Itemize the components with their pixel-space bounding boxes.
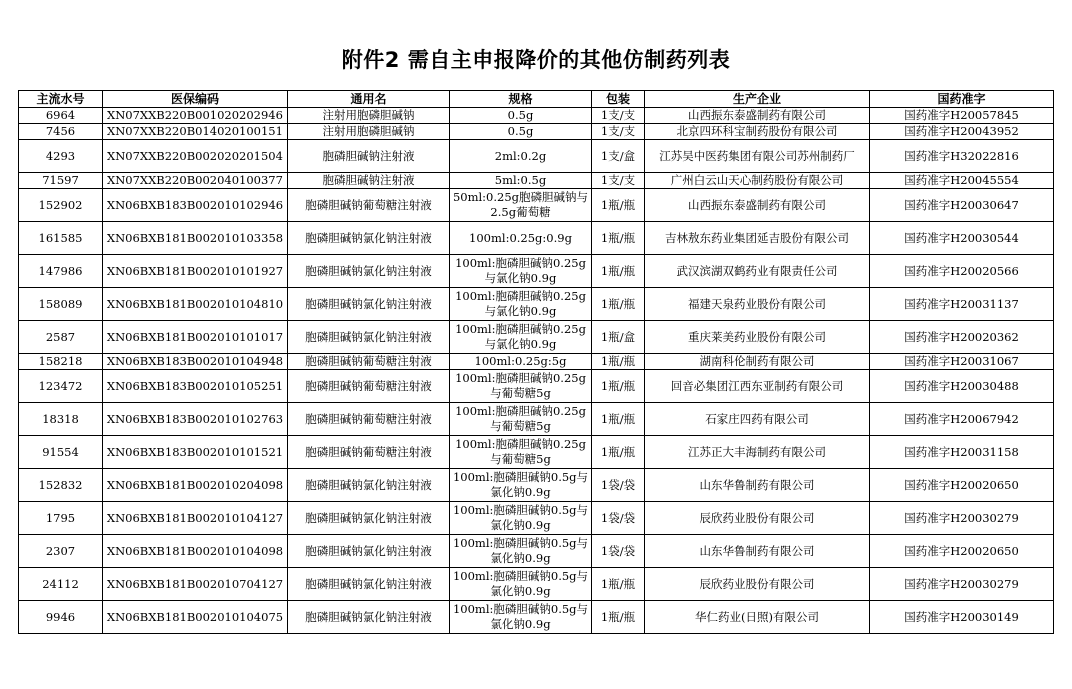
table-row bbox=[19, 502, 1054, 535]
cell-company: 华仁药业(日照)有限公司 bbox=[645, 601, 870, 634]
column-header: 医保编码 bbox=[103, 91, 288, 108]
cell-company: 石家庄四药有限公司 bbox=[645, 403, 870, 436]
cell-company: 山东华鲁制药有限公司 bbox=[645, 469, 870, 502]
table-row bbox=[19, 222, 1054, 255]
cell-name: 注射用胞磷胆碱钠 bbox=[288, 108, 450, 124]
cell-code: XN06BXB183B002010105251 bbox=[103, 370, 288, 403]
cell-approval: 国药准字H20043952 bbox=[870, 124, 1054, 140]
cell-name: 胞磷胆碱钠葡萄糖注射液 bbox=[288, 370, 450, 403]
cell-id: 158089 bbox=[19, 288, 103, 321]
cell-spec: 100ml:胞磷胆碱钠0.25g与葡萄糖5g bbox=[450, 436, 592, 469]
cell-approval: 国药准字H20030279 bbox=[870, 568, 1054, 601]
cell-approval: 国药准字H20045554 bbox=[870, 173, 1054, 189]
cell-code: XN06BXB181B002010104127 bbox=[103, 502, 288, 535]
cell-company: 重庆莱美药业股份有限公司 bbox=[645, 321, 870, 354]
table-row bbox=[19, 321, 1054, 354]
cell-name: 胞磷胆碱钠氯化钠注射液 bbox=[288, 502, 450, 535]
cell-spec: 100ml:0.25g:0.9g bbox=[450, 222, 592, 255]
cell-id: 24112 bbox=[19, 568, 103, 601]
cell-spec: 100ml:胞磷胆碱钠0.5g与氯化钠0.9g bbox=[450, 502, 592, 535]
cell-pack: 1袋/袋 bbox=[592, 469, 645, 502]
column-header: 规格 bbox=[450, 91, 592, 108]
cell-id: 2587 bbox=[19, 321, 103, 354]
cell-code: XN07XXB220B002020201504 bbox=[103, 140, 288, 173]
drug-table bbox=[18, 90, 1054, 634]
cell-name: 胞磷胆碱钠葡萄糖注射液 bbox=[288, 354, 450, 370]
cell-company: 回音必集团江西东亚制药有限公司 bbox=[645, 370, 870, 403]
header-row bbox=[19, 91, 1054, 108]
cell-id: 7456 bbox=[19, 124, 103, 140]
cell-spec: 100ml:胞磷胆碱钠0.25g与氯化钠0.9g bbox=[450, 255, 592, 288]
cell-name: 胞磷胆碱钠氯化钠注射液 bbox=[288, 535, 450, 568]
cell-spec: 100ml:胞磷胆碱钠0.25g与葡萄糖5g bbox=[450, 403, 592, 436]
table-row bbox=[19, 370, 1054, 403]
cell-name: 胞磷胆碱钠葡萄糖注射液 bbox=[288, 403, 450, 436]
cell-pack: 1瓶/瓶 bbox=[592, 354, 645, 370]
cell-approval: 国药准字H20067942 bbox=[870, 403, 1054, 436]
table-row bbox=[19, 568, 1054, 601]
cell-code: XN06BXB181B002010104075 bbox=[103, 601, 288, 634]
table-row bbox=[19, 403, 1054, 436]
cell-code: XN06BXB181B002010101927 bbox=[103, 255, 288, 288]
cell-pack: 1瓶/瓶 bbox=[592, 255, 645, 288]
cell-approval: 国药准字H20030647 bbox=[870, 189, 1054, 222]
cell-pack: 1支/支 bbox=[592, 108, 645, 124]
cell-approval: 国药准字H20030488 bbox=[870, 370, 1054, 403]
cell-company: 辰欣药业股份有限公司 bbox=[645, 502, 870, 535]
cell-code: XN06BXB181B002010704127 bbox=[103, 568, 288, 601]
cell-pack: 1瓶/盒 bbox=[592, 321, 645, 354]
cell-code: XN06BXB183B002010104948 bbox=[103, 354, 288, 370]
cell-spec: 0.5g bbox=[450, 124, 592, 140]
cell-id: 1795 bbox=[19, 502, 103, 535]
cell-name: 胞磷胆碱钠氯化钠注射液 bbox=[288, 568, 450, 601]
column-header: 生产企业 bbox=[645, 91, 870, 108]
cell-pack: 1支/支 bbox=[592, 173, 645, 189]
cell-company: 武汉滨湖双鹤药业有限责任公司 bbox=[645, 255, 870, 288]
cell-approval: 国药准字H20020362 bbox=[870, 321, 1054, 354]
cell-approval: 国药准字H20020566 bbox=[870, 255, 1054, 288]
cell-pack: 1瓶/瓶 bbox=[592, 222, 645, 255]
cell-name: 胞磷胆碱钠氯化钠注射液 bbox=[288, 255, 450, 288]
cell-code: XN06BXB181B002010204098 bbox=[103, 469, 288, 502]
cell-company: 山西振东泰盛制药有限公司 bbox=[645, 108, 870, 124]
cell-spec: 2ml:0.2g bbox=[450, 140, 592, 173]
cell-name: 注射用胞磷胆碱钠 bbox=[288, 124, 450, 140]
cell-pack: 1瓶/瓶 bbox=[592, 370, 645, 403]
table-row bbox=[19, 189, 1054, 222]
cell-id: 158218 bbox=[19, 354, 103, 370]
cell-id: 147986 bbox=[19, 255, 103, 288]
cell-approval: 国药准字H20020650 bbox=[870, 469, 1054, 502]
cell-name: 胞磷胆碱钠氯化钠注射液 bbox=[288, 288, 450, 321]
cell-code: XN06BXB183B002010102763 bbox=[103, 403, 288, 436]
table-row bbox=[19, 255, 1054, 288]
cell-code: XN07XXB220B001020202946 bbox=[103, 108, 288, 124]
cell-pack: 1瓶/瓶 bbox=[592, 568, 645, 601]
cell-code: XN07XXB220B002040100377 bbox=[103, 173, 288, 189]
cell-company: 福建天泉药业股份有限公司 bbox=[645, 288, 870, 321]
column-header: 主流水号 bbox=[19, 91, 103, 108]
cell-spec: 100ml:胞磷胆碱钠0.5g与氯化钠0.9g bbox=[450, 469, 592, 502]
cell-spec: 5ml:0.5g bbox=[450, 173, 592, 189]
cell-company: 北京四环科宝制药股份有限公司 bbox=[645, 124, 870, 140]
cell-approval: 国药准字H20030279 bbox=[870, 502, 1054, 535]
table-row bbox=[19, 140, 1054, 173]
cell-approval: 国药准字H32022816 bbox=[870, 140, 1054, 173]
cell-company: 山东华鲁制药有限公司 bbox=[645, 535, 870, 568]
table-row bbox=[19, 535, 1054, 568]
cell-id: 6964 bbox=[19, 108, 103, 124]
cell-approval: 国药准字H20031137 bbox=[870, 288, 1054, 321]
cell-name: 胞磷胆碱钠氯化钠注射液 bbox=[288, 321, 450, 354]
cell-pack: 1瓶/瓶 bbox=[592, 601, 645, 634]
cell-name: 胞磷胆碱钠葡萄糖注射液 bbox=[288, 436, 450, 469]
cell-company: 吉林敖东药业集团延吉股份有限公司 bbox=[645, 222, 870, 255]
cell-code: XN06BXB181B002010101017 bbox=[103, 321, 288, 354]
cell-approval: 国药准字H20031067 bbox=[870, 354, 1054, 370]
cell-pack: 1瓶/瓶 bbox=[592, 189, 645, 222]
cell-id: 4293 bbox=[19, 140, 103, 173]
cell-code: XN06BXB183B002010102946 bbox=[103, 189, 288, 222]
cell-spec: 100ml:胞磷胆碱钠0.5g与氯化钠0.9g bbox=[450, 568, 592, 601]
cell-id: 152832 bbox=[19, 469, 103, 502]
cell-id: 9946 bbox=[19, 601, 103, 634]
table-row bbox=[19, 469, 1054, 502]
cell-name: 胞磷胆碱钠氯化钠注射液 bbox=[288, 222, 450, 255]
column-header: 包装 bbox=[592, 91, 645, 108]
cell-pack: 1袋/袋 bbox=[592, 502, 645, 535]
cell-code: XN07XXB220B014020100151 bbox=[103, 124, 288, 140]
cell-id: 123472 bbox=[19, 370, 103, 403]
cell-pack: 1瓶/瓶 bbox=[592, 436, 645, 469]
cell-code: XN06BXB181B002010104098 bbox=[103, 535, 288, 568]
table-row bbox=[19, 124, 1054, 140]
cell-pack: 1瓶/瓶 bbox=[592, 288, 645, 321]
cell-pack: 1瓶/瓶 bbox=[592, 403, 645, 436]
cell-name: 胞磷胆碱钠氯化钠注射液 bbox=[288, 601, 450, 634]
table-row bbox=[19, 436, 1054, 469]
cell-approval: 国药准字H20031158 bbox=[870, 436, 1054, 469]
cell-spec: 100ml:胞磷胆碱钠0.25g与葡萄糖5g bbox=[450, 370, 592, 403]
cell-spec: 0.5g bbox=[450, 108, 592, 124]
cell-company: 湖南科伦制药有限公司 bbox=[645, 354, 870, 370]
cell-company: 辰欣药业股份有限公司 bbox=[645, 568, 870, 601]
cell-code: XN06BXB181B002010104810 bbox=[103, 288, 288, 321]
cell-id: 152902 bbox=[19, 189, 103, 222]
cell-spec: 100ml:胞磷胆碱钠0.25g与氯化钠0.9g bbox=[450, 288, 592, 321]
cell-spec: 100ml:0.25g:5g bbox=[450, 354, 592, 370]
cell-code: XN06BXB181B002010103358 bbox=[103, 222, 288, 255]
cell-name: 胞磷胆碱钠注射液 bbox=[288, 140, 450, 173]
cell-company: 江苏吴中医药集团有限公司苏州制药厂 bbox=[645, 140, 870, 173]
cell-approval: 国药准字H20030544 bbox=[870, 222, 1054, 255]
cell-name: 胞磷胆碱钠注射液 bbox=[288, 173, 450, 189]
cell-id: 2307 bbox=[19, 535, 103, 568]
table-row bbox=[19, 354, 1054, 370]
column-header: 国药准字 bbox=[870, 91, 1054, 108]
cell-pack: 1袋/袋 bbox=[592, 535, 645, 568]
table-row bbox=[19, 288, 1054, 321]
cell-approval: 国药准字H20020650 bbox=[870, 535, 1054, 568]
cell-spec: 100ml:胞磷胆碱钠0.5g与氯化钠0.9g bbox=[450, 535, 592, 568]
cell-id: 161585 bbox=[19, 222, 103, 255]
cell-spec: 100ml:胞磷胆碱钠0.5g与氯化钠0.9g bbox=[450, 601, 592, 634]
cell-approval: 国药准字H20030149 bbox=[870, 601, 1054, 634]
cell-spec: 50ml:0.25g胞磷胆碱钠与2.5g葡萄糖 bbox=[450, 189, 592, 222]
cell-code: XN06BXB183B002010101521 bbox=[103, 436, 288, 469]
cell-company: 江苏正大丰海制药有限公司 bbox=[645, 436, 870, 469]
cell-pack: 1支/盒 bbox=[592, 140, 645, 173]
table-row bbox=[19, 173, 1054, 189]
column-header: 通用名 bbox=[288, 91, 450, 108]
cell-id: 91554 bbox=[19, 436, 103, 469]
page-title: 附件2 需自主申报降价的其他仿制药列表 bbox=[341, 48, 731, 72]
cell-id: 18318 bbox=[19, 403, 103, 436]
cell-approval: 国药准字H20057845 bbox=[870, 108, 1054, 124]
cell-company: 广州白云山天心制药股份有限公司 bbox=[645, 173, 870, 189]
cell-pack: 1支/支 bbox=[592, 124, 645, 140]
cell-spec: 100ml:胞磷胆碱钠0.25g与氯化钠0.9g bbox=[450, 321, 592, 354]
table-row bbox=[19, 108, 1054, 124]
cell-id: 71597 bbox=[19, 173, 103, 189]
cell-company: 山西振东泰盛制药有限公司 bbox=[645, 189, 870, 222]
cell-name: 胞磷胆碱钠氯化钠注射液 bbox=[288, 469, 450, 502]
table-row bbox=[19, 601, 1054, 634]
cell-name: 胞磷胆碱钠葡萄糖注射液 bbox=[288, 189, 450, 222]
